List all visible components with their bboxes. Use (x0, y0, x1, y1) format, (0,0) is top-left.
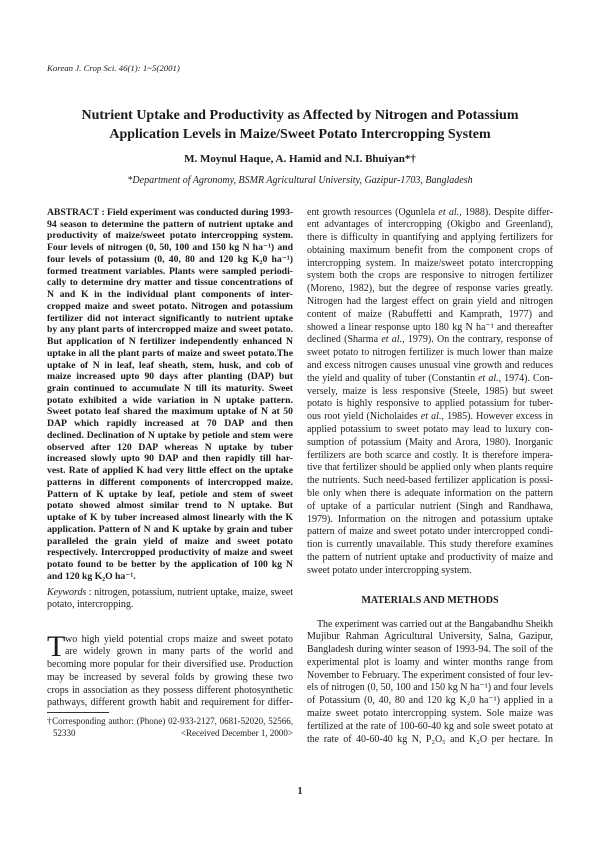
italic-text: et al. (478, 372, 499, 384)
text-run: the yield and quality of tuber (Constantin (307, 372, 479, 384)
abstract-line: uptake in all the plant parts of maize and sweet potato.The (47, 347, 293, 359)
journal-reference: Korean J. Crop Sci. 46(1): 1~5(2001) (47, 63, 180, 73)
body-line (307, 373, 553, 386)
body-line: els of nitrogen (0, 50, 100 and 150 kg N ha⁻¹) and four levels (307, 682, 553, 694)
text-run: , 1988). Despite differ- (459, 206, 553, 218)
body-line: sweet potato under intercropping system. (307, 564, 472, 576)
author-list: M. Moynul Haque, A. Hamid and N.I. Bhuiyan*† (184, 153, 416, 165)
italic-text: Keywords (47, 587, 87, 598)
body-line: maize sweet potato intercropping system. Sole maize was (307, 708, 553, 720)
body-line: of uptake of a particular nutrient (Singh and Randhawa, (307, 500, 553, 512)
corresponding-author: †Corresponding author: (Phone) 02-933-2127, 0681-52020, 52566, (47, 716, 293, 726)
methods-paragraph (307, 619, 553, 747)
abstract-line: uptake of K by tuber increased almost linearly with the K (47, 512, 293, 524)
abstract-line: cally to determine dry matter and tissue concentrations of (47, 277, 293, 289)
drop-cap: T (47, 630, 66, 663)
abstract-line: four levels of potassium (0, 40, 80 and 120 kg K₂0 ha⁻¹) (47, 253, 293, 265)
abstract-line: fertilizer did not interact significantly to nutrient uptake (47, 312, 293, 324)
abstract-line: patterns in different components of intercropped maize. (47, 476, 293, 488)
abstract-line: Four levels of nitrogen (0, 50, 100 and 150 kg N ha⁻¹) and (47, 242, 293, 254)
abstract (47, 207, 293, 583)
body-line: sumption of potassium (Maity and Arora, 1980). Inorganic (307, 436, 553, 448)
abstract-line: But application of N fertilizer independently enhanced N (47, 336, 293, 348)
body-line (307, 334, 553, 347)
abstract-line: potato exhibited a wide variation in N uptake pattern. (47, 394, 293, 406)
body-line (307, 411, 553, 424)
body-line: applied potassium to sweet potato may lead to luxury con- (307, 424, 553, 436)
section-heading: MATERIALS AND METHODS (361, 595, 499, 606)
keywords-line (47, 587, 293, 599)
italic-text: et al. (438, 206, 460, 218)
body-line: there is difficulty in quantifying and applying fertilizers for (307, 232, 553, 244)
body-line: November to February. The experiment consisted of four lev- (307, 669, 553, 681)
body-line: potato is highly responsive to applied potassium for tuber- (307, 398, 553, 410)
body-line: pathways, different growth habit and requirement for differ- (47, 697, 293, 709)
body-line: ent advantages of intercropping (Okigbo and Greenland), (307, 219, 553, 231)
body-line: content of maize (Rabuffetti and Kamprath, 1977) and (307, 308, 553, 320)
abstract-line: and 120 kg K₂O ha⁻¹. (47, 570, 136, 582)
body-line: of Potassium (0, 40, 80 and 120 kg K₂0 ha⁻¹) applied in a (307, 695, 553, 707)
footnote-row (47, 727, 293, 739)
abstract-line: respectively. Intercropped productivity of maize and sweet (47, 547, 293, 559)
italic-text: et al. (420, 411, 442, 423)
body-line: the rate of 40-60-40 kg N, P₂O₅ and K₂O per hectare. In (307, 733, 553, 745)
abstract-line: by any plant parts of intercropped maize and sweet potato. (47, 324, 293, 336)
body-line (307, 207, 553, 220)
abstract-line: grain continued to accumulate N till its maturity. Sweet (47, 383, 293, 395)
page-number: 1 (297, 786, 303, 797)
abstract-line: maize increased upto 90 days after planting (DAP) but (47, 371, 293, 383)
phone-continuation: 52330 (53, 728, 76, 738)
text-run: declined (Sharma (307, 334, 382, 346)
title-line: Application Levels in Maize/Sweet Potato Intercropping System (109, 127, 491, 142)
body-line: sweet potato to nitrogen fertilizer is much lower than maize (307, 347, 553, 359)
body-line: versely, maize is less responsive (Steele, 1985) but sweet (307, 385, 553, 397)
body-line: wo high yield potential crops maize and sweet potato (65, 633, 293, 645)
introduction-continued (307, 207, 553, 578)
body-line: (Moreno, 1982), but the degree of response varies greatly. (307, 283, 553, 295)
text-run: ous root yield (Nicholaides (307, 411, 421, 423)
body-line: Mujibur Rahman Agricultural University, Salna, Gazipur, (307, 631, 553, 643)
body-line: and excess nitrogen causes unusual vine growth and reduces (307, 360, 553, 372)
body-line: tive that fertilizer should be applied only when plants require (307, 462, 553, 474)
abstract-line: DAP which rapidly increased at 70 DAP and then (47, 418, 293, 430)
abstract-line: declined. Declination of N uptake by petiole and stem were (47, 429, 293, 441)
body-line: Nitrogen had the largest effect on grain yield and nitrogen (307, 296, 553, 308)
body-line: becoming more popular for their diversified use. Production (47, 659, 293, 671)
abstract-line: paralleled the grain yield of maize and sweet potato (47, 535, 293, 547)
abstract-line: cropped maize and sweet potato. Nitrogen and potassium (47, 300, 293, 312)
body-line: Bangladesh during winter season of 1993-94. The soil of the (307, 644, 553, 656)
body-line: intercropping system. In maize/sweet potato intercropping (307, 257, 553, 269)
abstract-line: potato found to be better by the application of 100 kg N (47, 559, 293, 571)
text-run: , 1974). Con- (498, 372, 553, 384)
abstract-line: productivity of maize/sweet potato intercropping system. (47, 230, 293, 242)
body-line: the pattern of nutrient uptake and productivity of maize and (307, 552, 553, 564)
abstract-line: formed treatment variables. Plants were sampled periodi- (47, 265, 293, 277)
body-line: 1979). Information on the nitrogen and potassium uptake (307, 513, 553, 525)
introduction-paragraph (47, 630, 293, 711)
abstract-line: potato showed almost similar trend to N uptake. But (47, 500, 293, 512)
footnote-divider (47, 712, 109, 713)
body-line: ble only when there is adequate information on the pattern (307, 488, 553, 500)
abstract-line: uptake of N in leaf, leaf sheath, stem, husk, and cob of (47, 359, 293, 371)
body-line: The experiment was carried out at the Bangabandhu Sheikh (317, 618, 553, 630)
body-line: are widely grown in many parts of the world and (65, 646, 293, 658)
body-line: obtaining maximum benefit from the component crops of (307, 244, 553, 256)
text-run: ent growth resources (Ogunlela (307, 206, 439, 218)
abstract-line: Sweet potato leaf shared the maximum uptake of N at 50 (47, 406, 293, 418)
abstract-line: 94 season to determine the pattern of nutrient uptake and (47, 218, 293, 230)
abstract-line: increased slowly upto 90 DAP and then rapidly till har- (47, 453, 293, 465)
body-line: the nutrients. Such need-based fertilizer application is possi- (307, 475, 553, 487)
body-line: fertilized at the rate of 100-60-40 kg and sole sweet potato at (307, 720, 553, 732)
body-line: fertilizers are both scarce and costly. It is therefore impera- (307, 449, 553, 461)
text-run: : nitrogen, potassium, nutrient uptake, maize, sweet (86, 587, 293, 598)
body-line: crops in association as they possess different photosynthetic (47, 684, 293, 696)
body-line: system both the crops are responsive to nitrogen fertilizer (307, 270, 553, 282)
italic-text: et al. (381, 334, 403, 346)
text-run: , 1979). On the contrary, response of (402, 334, 554, 346)
footnote (47, 715, 293, 739)
text-run: , 1985). However excess in (441, 411, 553, 423)
body-line: may be increased by several folds by growing these two (47, 671, 293, 683)
abstract-line: N and K in the individual plant components of inter- (47, 289, 293, 301)
received-date: <Received December 1, 2000> (180, 728, 293, 738)
article-title (0, 106, 600, 144)
abstract-line: ABSTRACT : Field experiment was conducted during 1993- (47, 207, 293, 218)
body-line: showed a linear response upto 180 kg N ha⁻¹ and thereafter (307, 321, 553, 333)
body-line: experimental plot is loamy and winter months range from (307, 656, 553, 668)
affiliation: *Department of Agronomy, BSMR Agricultural University, Gazipur-1703, Bangladesh (127, 174, 473, 186)
title-line: Nutrient Uptake and Productivity as Affected by Nitrogen and Potassium (81, 108, 519, 123)
keywords (47, 587, 293, 611)
keywords-line: potato, intercropping. (47, 599, 134, 610)
abstract-line: observed after 120 DAP whereas N uptake by tuber (47, 441, 293, 453)
body-line: tion is currently unavailable. This study therefore examines (307, 539, 553, 551)
abstract-line: application. Pattern of N and K uptake by grain and tuber (47, 523, 293, 535)
abstract-line: Pattern of K uptake by leaf, petiole and stem of sweet (47, 488, 293, 500)
body-line: pattern of maize and sweet potato under intercropped condi- (307, 526, 553, 538)
abstract-line: vest. Rate of applied K had very little effect on the uptake (47, 465, 293, 477)
